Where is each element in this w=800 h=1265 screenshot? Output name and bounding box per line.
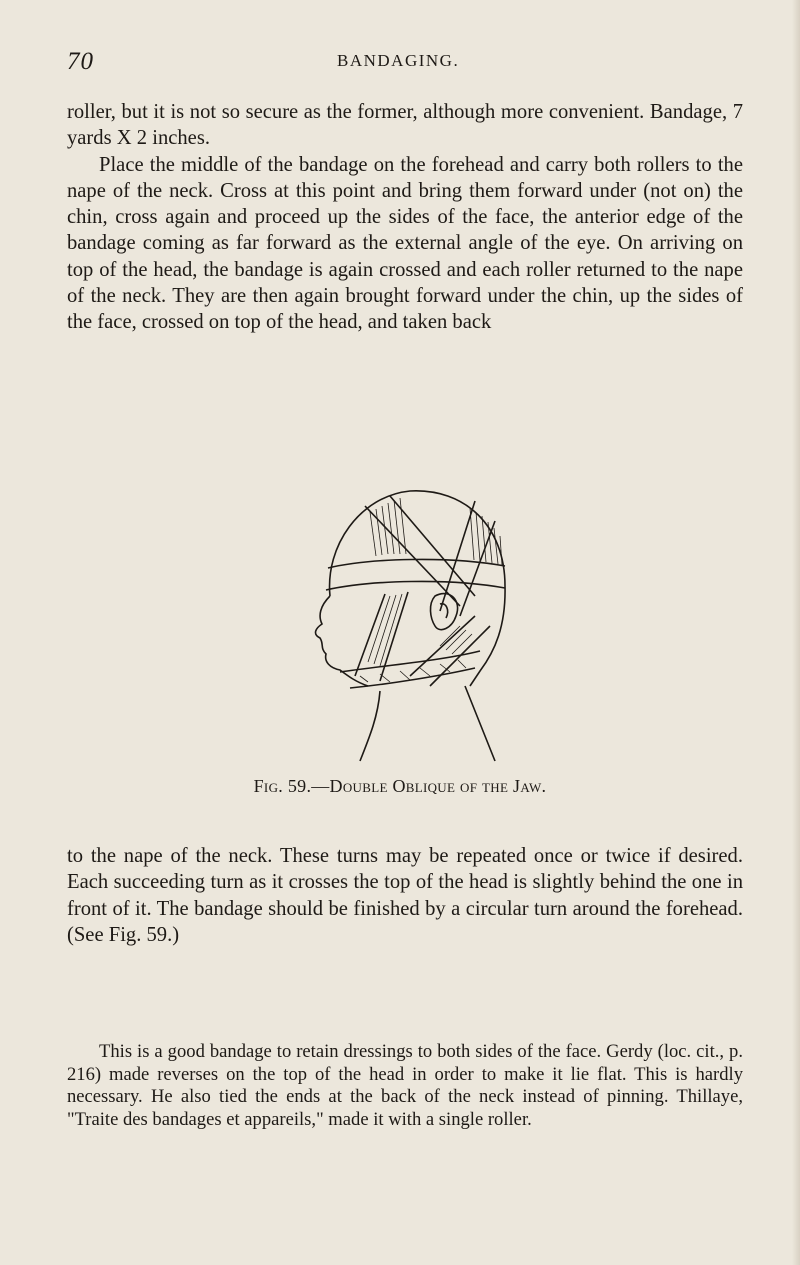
page-header [67,48,737,78]
figure-head-illustration [290,476,520,766]
forehead-band-bottom [326,581,505,590]
crown-band-3 [440,501,475,611]
chin-band-bottom [350,668,475,688]
face-band-2 [380,592,408,681]
paragraph-note: This is a good bandage to retain dressings to both sides of the face. Gerdy (loc. cit., p. 216) made reverses on the top of the head in order to make it lie flat. This is hardly necessary. He also tied the ends at the back of the neck instead of pinning. Thillaye, "Traite des bandages et appareils," made it with a single roller. [67,1041,743,1130]
running-head: BANDAGING. [337,51,460,70]
paragraph-continuation: roller, but it is not so secure as the former, although more convenient. Bandage, 7 yards X 2 inches. [67,101,743,150]
paragraph-continuation-2: to the nape of the neck. These turns may be repeated once or twice if desired. Each succeeding turn as it crosses the top of the head is slightly behind the one in front of it. The bandage should be finished by a circular turn around the forehead. (See Fig. 59.) [67,845,743,946]
figure-caption: Fig. 59.—Double Oblique of the Jaw. [253,776,547,796]
body-text-bottom [67,843,743,948]
paragraph-instructions: Place the middle of the bandage on the forehead and carry both rollers to the nape of the neck. Cross at this point and bring them forward under (not on) the chin, cross again and proceed up the sides of the face, the anterior edge of the bandage coming as far forward as the external angle of the eye. On arriving on top of the head, the bandage is again crossed and each roller returned to the nape of the neck. They are then again brought forward under the chin, up the sides of the face, crossed on top of the head, and taken back [67,153,743,334]
head-outline [330,491,506,686]
body-text-top [67,99,743,336]
neck-back [465,686,495,761]
neck-front [360,691,380,761]
page-number: 70 [67,48,94,75]
page-edge [792,0,800,1265]
body-text-note [67,1041,743,1131]
